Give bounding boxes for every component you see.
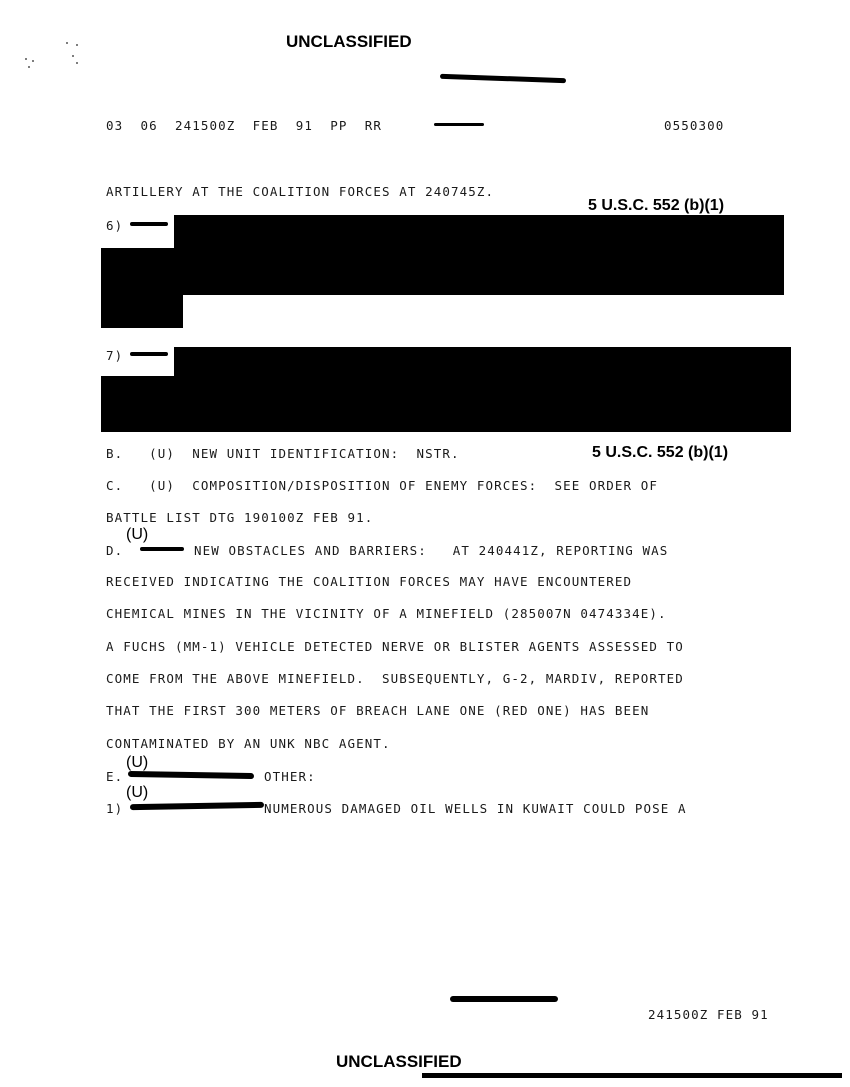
paragraph-label: D.: [106, 543, 124, 558]
scan-speck: [76, 44, 78, 46]
struck-paragraph-marking: [130, 222, 168, 226]
bottom-rule: [422, 1073, 842, 1078]
struck-paragraph-marking: [140, 547, 184, 551]
body-line: CONTAMINATED BY AN UNK NBC AGENT.: [106, 736, 391, 751]
body-line: BATTLE LIST DTG 190100Z FEB 91.: [106, 510, 374, 525]
footer-dtg: 241500Z FEB 91: [648, 1007, 769, 1022]
body-line: NUMEROUS DAMAGED OIL WELLS IN KUWAIT COULD POSE A: [264, 801, 687, 816]
body-line: B. (U) NEW UNIT IDENTIFICATION: NSTR.: [106, 446, 460, 461]
body-line: CHEMICAL MINES IN THE VICINITY OF A MINEFIELD (285007N 0474334E).: [106, 606, 667, 621]
exemption-citation: 5 U.S.C. 552 (b)(1): [588, 197, 725, 214]
body-line: ARTILLERY AT THE COALITION FORCES AT 240745Z.: [106, 184, 495, 199]
paragraph-label: 6): [106, 218, 124, 233]
struck-marking-top: [440, 74, 566, 83]
scan-speck: [32, 60, 34, 62]
classification-top: UNCLASSIFIED: [286, 32, 412, 51]
struck-marking-bottom: [450, 996, 558, 1002]
paragraph-label: 1): [106, 801, 124, 816]
body-line: C. (U) COMPOSITION/DISPOSITION OF ENEMY FORCES: SEE ORDER OF: [106, 478, 659, 493]
struck-paragraph-marking: [130, 802, 264, 810]
exemption-citation: 5 U.S.C. 552 (b)(1): [592, 444, 729, 461]
redaction-block: [101, 248, 183, 328]
struck-paragraph-marking: [130, 352, 168, 356]
struck-paragraph-marking: [128, 771, 254, 779]
body-line: THAT THE FIRST 300 METERS OF BREACH LANE ONE (RED ONE) HAS BEEN: [106, 703, 650, 718]
body-line: RECEIVED INDICATING THE COALITION FORCES MAY HAVE ENCOUNTERED: [106, 574, 633, 589]
message-header: 03 06 241500Z FEB 91 PP RR: [106, 118, 383, 133]
body-line: COME FROM THE ABOVE MINEFIELD. SUBSEQUENTLY, G-2, MARDIV, REPORTED: [106, 671, 684, 686]
redaction-block: [174, 215, 784, 295]
message-sequence: 0550300: [664, 118, 725, 133]
classification-marking: (U): [126, 526, 149, 543]
scan-speck: [76, 62, 78, 64]
redaction-block: [174, 347, 791, 432]
scan-speck: [72, 55, 74, 57]
paragraph-label: E.: [106, 769, 124, 784]
struck-header-code: [434, 123, 484, 126]
body-line: NEW OBSTACLES AND BARRIERS: AT 240441Z, REPORTING WAS: [194, 543, 669, 558]
scan-speck: [25, 58, 27, 60]
paragraph-label: 7): [106, 348, 124, 363]
scan-speck: [28, 66, 30, 68]
body-line: OTHER:: [264, 769, 316, 784]
classification-marking: (U): [126, 784, 149, 801]
classification-bottom: UNCLASSIFIED: [336, 1052, 462, 1071]
classification-marking: (U): [126, 754, 149, 771]
redaction-block: [101, 376, 181, 432]
scan-speck: [66, 42, 68, 44]
body-line: A FUCHS (MM-1) VEHICLE DETECTED NERVE OR BLISTER AGENTS ASSESSED TO: [106, 639, 684, 654]
